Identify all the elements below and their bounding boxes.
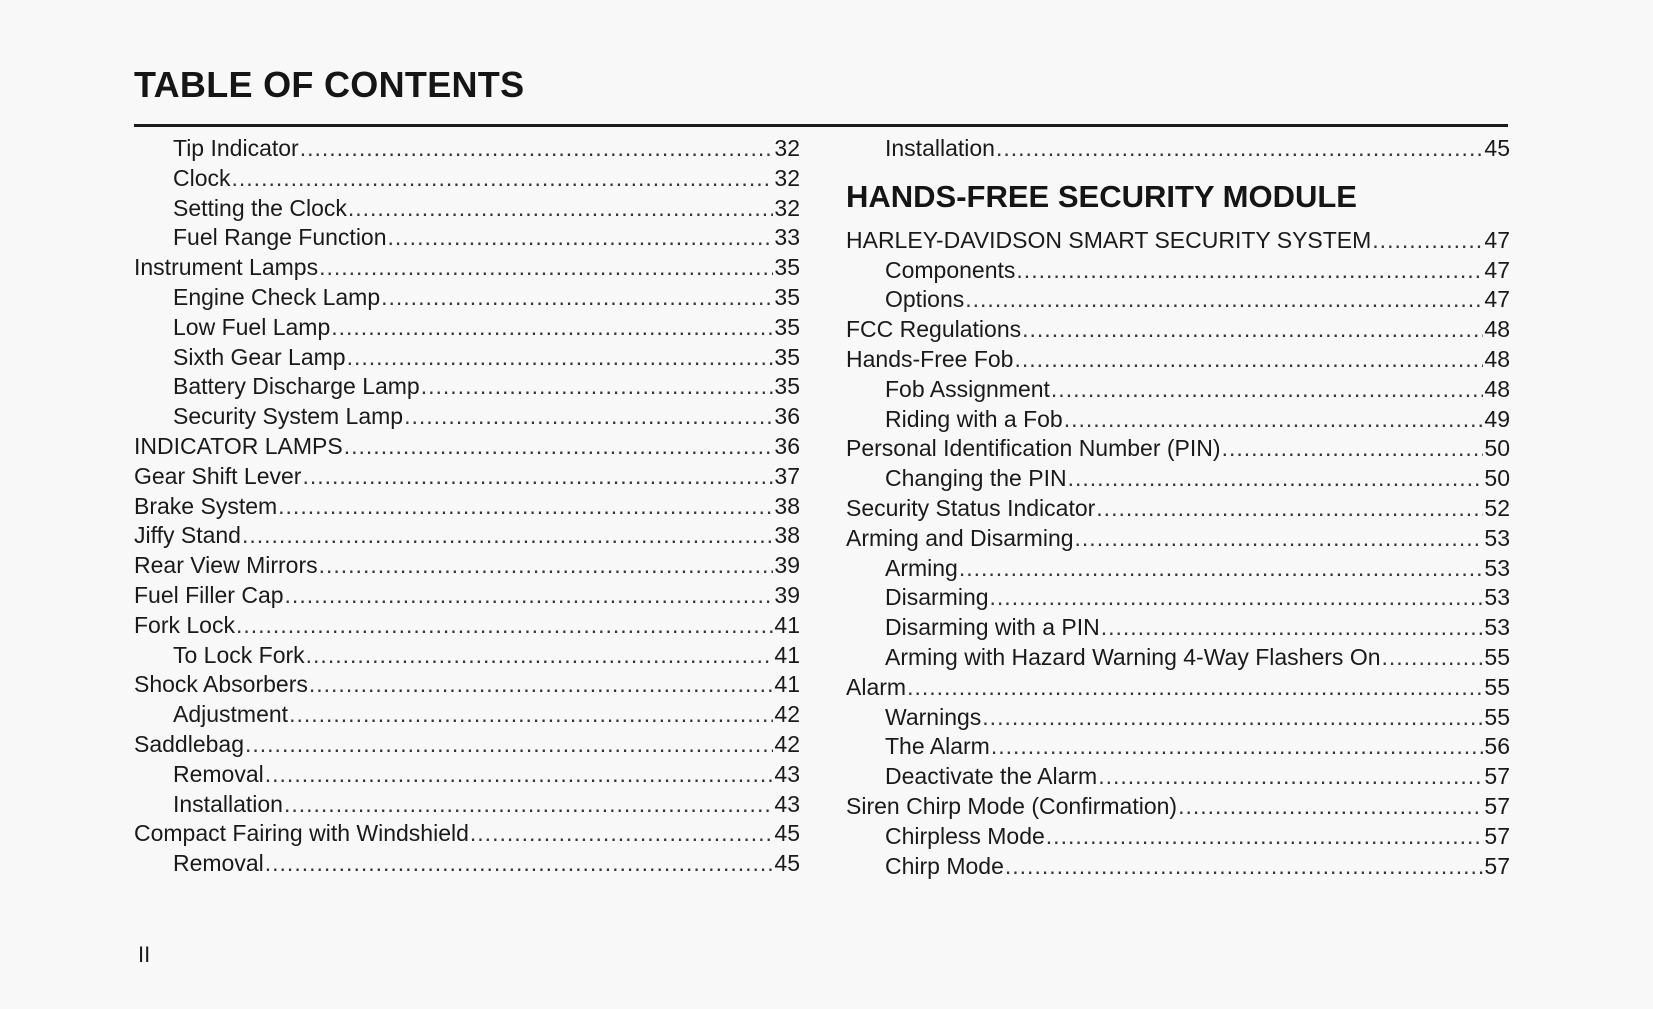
toc-entry-label: Brake System <box>134 492 278 519</box>
toc-entry-label: Fob Assignment <box>885 375 1050 402</box>
toc-entry-page-number: 47 <box>1484 226 1510 253</box>
dot-leader <box>907 673 1483 703</box>
toc-entry-page-number: 33 <box>774 224 800 251</box>
toc-entry-label: Removal <box>173 760 264 787</box>
toc-entry-page-number: 55 <box>1484 643 1510 670</box>
dot-leader <box>1016 256 1483 286</box>
toc-entry-label: Installation <box>885 135 995 161</box>
dot-leader <box>1068 464 1484 494</box>
toc-entry-page-number: 43 <box>774 790 800 817</box>
dot-leader <box>959 554 1484 584</box>
toc-entry[interactable] <box>846 852 1510 882</box>
toc-entry[interactable] <box>846 613 1510 643</box>
toc-entry-page-number: 50 <box>1484 465 1510 492</box>
toc-entry-page-number: 36 <box>774 403 800 430</box>
toc-entry-label: INDICATOR LAMPS <box>134 432 343 459</box>
toc-entry-page-number: 32 <box>774 194 800 221</box>
dot-leader <box>306 641 774 671</box>
toc-entry[interactable] <box>846 285 1510 315</box>
toc-entry[interactable] <box>134 432 800 462</box>
dot-leader <box>284 790 773 820</box>
toc-entry-label: Engine Check Lamp <box>173 283 381 310</box>
toc-entry-label: Setting the Clock <box>173 194 347 221</box>
dot-leader <box>302 462 773 492</box>
toc-entry-label: Installation <box>173 790 283 817</box>
dot-leader <box>278 492 773 522</box>
toc-entry-label: The Alarm <box>885 733 990 760</box>
toc-entry[interactable] <box>134 551 800 581</box>
toc-entry-page-number: 49 <box>1484 405 1510 432</box>
toc-entry-label: To Lock Fork <box>173 641 305 668</box>
dot-leader <box>344 432 774 462</box>
dot-leader <box>1178 792 1483 822</box>
toc-entry-label: Arming <box>885 554 958 581</box>
toc-entry-label: HARLEY-DAVIDSON SMART SECURITY SYSTEM <box>846 226 1372 253</box>
dot-leader <box>289 700 773 730</box>
dot-leader <box>236 611 773 641</box>
toc-entry-label: Warnings <box>885 703 982 730</box>
toc-entry-label: Removal <box>173 850 264 877</box>
toc-entry[interactable] <box>134 819 800 849</box>
toc-right-entries <box>846 226 1510 882</box>
toc-entry[interactable] <box>134 492 800 522</box>
toc-entry-page-number: 32 <box>774 164 800 191</box>
toc-entry[interactable] <box>846 762 1510 792</box>
toc-entry[interactable] <box>134 581 800 611</box>
toc-entry-label: Tip Indicator <box>173 135 299 161</box>
toc-entry-page-number: 41 <box>774 641 800 668</box>
dot-leader <box>347 343 774 373</box>
toc-entry[interactable] <box>846 256 1510 286</box>
toc-entry-page-number: 48 <box>1484 345 1510 372</box>
toc-entry-page-number: 39 <box>774 581 800 608</box>
dot-leader <box>1382 643 1484 673</box>
dot-leader <box>965 285 1483 315</box>
toc-entry[interactable] <box>134 521 800 551</box>
dot-leader <box>348 194 774 224</box>
toc-entry[interactable] <box>134 790 800 820</box>
dot-leader <box>1096 494 1483 524</box>
toc-entry-page-number: 53 <box>1484 554 1510 581</box>
toc-entry[interactable] <box>846 134 1510 164</box>
toc-entry-label: Riding with a Fob <box>885 405 1063 432</box>
dot-leader <box>982 703 1483 733</box>
toc-entry-label: Changing the PIN <box>885 465 1067 492</box>
toc-entry[interactable] <box>846 226 1510 256</box>
dot-leader <box>265 849 774 879</box>
section-heading-hands-free-security-module: HANDS-FREE SECURITY MODULE <box>846 178 1357 214</box>
toc-entry-label: Disarming with a PIN <box>885 614 1100 641</box>
toc-entry-page-number: 52 <box>1484 494 1510 521</box>
dot-leader <box>404 402 773 432</box>
toc-entry[interactable] <box>846 643 1510 673</box>
page-number: II <box>138 942 151 967</box>
toc-entry[interactable] <box>846 375 1510 405</box>
dot-leader <box>996 134 1483 164</box>
dot-leader <box>319 551 774 581</box>
toc-entry-page-number: 42 <box>774 701 800 728</box>
toc-entry-page-number: 42 <box>774 730 800 757</box>
toc-entry[interactable] <box>846 434 1510 464</box>
toc-entry-page-number: 53 <box>1484 614 1510 641</box>
toc-entry-page-number: 41 <box>774 611 800 638</box>
toc-entry-label: Deactivate the Alarm <box>885 763 1098 790</box>
toc-entry-label: Adjustment <box>173 701 289 728</box>
dot-leader <box>1014 345 1483 375</box>
toc-entry-label: Siren Chirp Mode (Confirmation) <box>846 792 1178 819</box>
toc-entry-page-number: 37 <box>774 462 800 489</box>
dot-leader <box>242 521 773 551</box>
toc-entry-page-number: 57 <box>1484 792 1510 819</box>
toc-entry-label: Personal Identification Number (PIN) <box>846 435 1221 462</box>
toc-entry-page-number: 57 <box>1484 763 1510 790</box>
toc-entry-label: Jiffy Stand <box>134 522 241 549</box>
dot-leader <box>991 732 1484 762</box>
dot-leader <box>1051 375 1483 405</box>
dot-leader <box>470 819 774 849</box>
toc-right-top-entries <box>846 134 1510 164</box>
toc-entry[interactable] <box>846 703 1510 733</box>
toc-entry[interactable] <box>134 223 800 253</box>
toc-entry-label: Chirp Mode <box>885 852 1004 879</box>
toc-entry-page-number: 48 <box>1484 375 1510 402</box>
toc-entry-page-number: 48 <box>1484 316 1510 343</box>
toc-entry[interactable] <box>134 849 800 879</box>
toc-entry[interactable] <box>134 641 800 671</box>
dot-leader <box>309 670 774 700</box>
toc-entry[interactable] <box>134 134 800 164</box>
dot-leader <box>300 134 774 164</box>
page-title: TABLE OF CONTENTS <box>134 64 525 105</box>
toc-entry-label: Fuel Filler Cap <box>134 581 284 608</box>
toc-entry-page-number: 32 <box>774 135 800 161</box>
toc-entry-page-number: 35 <box>774 373 800 400</box>
toc-entry-page-number: 39 <box>774 552 800 579</box>
toc-entry[interactable] <box>134 700 800 730</box>
toc-entry[interactable] <box>134 372 800 402</box>
toc-entry-label: Battery Discharge Lamp <box>173 373 420 400</box>
toc-entry-label: Compact Fairing with Windshield <box>134 820 469 847</box>
dot-leader <box>265 760 774 790</box>
toc-entry-label: Options <box>885 286 965 313</box>
toc-entry-page-number: 53 <box>1484 584 1510 611</box>
toc-entry-page-number: 57 <box>1484 822 1510 849</box>
dot-leader <box>319 253 773 283</box>
dot-leader <box>1101 613 1484 643</box>
toc-left-column <box>134 134 800 879</box>
toc-entry-page-number: 35 <box>774 283 800 310</box>
toc-entry-page-number: 35 <box>774 254 800 281</box>
toc-entry-page-number: 55 <box>1484 703 1510 730</box>
toc-entry[interactable] <box>846 345 1510 375</box>
toc-right-column <box>846 134 1510 881</box>
toc-entry[interactable] <box>134 462 800 492</box>
toc-entry-label: Shock Absorbers <box>134 671 308 698</box>
dot-leader <box>388 223 774 253</box>
dot-leader <box>1005 852 1484 882</box>
toc-entry-page-number: 43 <box>774 760 800 787</box>
toc-entry-page-number: 41 <box>774 671 800 698</box>
toc-entry[interactable] <box>846 405 1510 435</box>
toc-entry[interactable] <box>134 760 800 790</box>
toc-entry-page-number: 35 <box>774 313 800 340</box>
toc-entry-page-number: 53 <box>1484 524 1510 551</box>
dot-leader <box>245 730 773 760</box>
toc-entry-page-number: 47 <box>1484 256 1510 283</box>
dot-leader <box>1064 405 1484 435</box>
toc-entry[interactable] <box>134 611 800 641</box>
dot-leader <box>1022 315 1483 345</box>
dot-leader <box>1046 822 1484 852</box>
dot-leader <box>990 583 1484 613</box>
toc-entry-label: Clock <box>173 164 231 191</box>
toc-entry-page-number: 38 <box>774 492 800 519</box>
toc-entry-label: Arming with Hazard Warning 4-Way Flashers On <box>885 643 1381 670</box>
toc-entry-page-number: 45 <box>1484 135 1510 161</box>
toc-entry[interactable] <box>134 164 800 194</box>
dot-leader <box>1098 762 1483 792</box>
dot-leader <box>331 313 773 343</box>
toc-entry[interactable] <box>846 524 1510 554</box>
toc-entry[interactable] <box>134 313 800 343</box>
toc-entry-label: Disarming <box>885 584 989 611</box>
toc-entry[interactable] <box>846 554 1510 584</box>
toc-entry[interactable] <box>134 253 800 283</box>
toc-entry[interactable] <box>846 732 1510 762</box>
toc-entry[interactable] <box>846 315 1510 345</box>
toc-entry-label: Rear View Mirrors <box>134 552 318 579</box>
toc-entry[interactable] <box>134 343 800 373</box>
toc-entry-label: Fork Lock <box>134 611 235 638</box>
dot-leader <box>285 581 774 611</box>
toc-entry-page-number: 36 <box>774 432 800 459</box>
dot-leader <box>1222 434 1484 464</box>
toc-entry[interactable] <box>846 464 1510 494</box>
dot-leader <box>381 283 773 313</box>
toc-entry[interactable] <box>134 730 800 760</box>
toc-entry-page-number: 50 <box>1484 435 1510 462</box>
toc-entry[interactable] <box>134 670 800 700</box>
toc-entry-label: Instrument Lamps <box>134 254 319 281</box>
dot-leader <box>1372 226 1483 256</box>
toc-entry-label: Components <box>885 256 1016 283</box>
dot-leader <box>232 164 774 194</box>
toc-entry-page-number: 45 <box>774 820 800 847</box>
toc-entry-label: Fuel Range Function <box>173 224 387 251</box>
toc-entry[interactable] <box>134 402 800 432</box>
toc-entry-page-number: 55 <box>1484 673 1510 700</box>
toc-entry-page-number: 47 <box>1484 286 1510 313</box>
toc-entry-label: FCC Regulations <box>846 316 1022 343</box>
toc-entry[interactable] <box>846 673 1510 703</box>
toc-entry-label: Saddlebag <box>134 730 244 757</box>
toc-entry-label: Security Status Indicator <box>846 494 1096 521</box>
toc-entry-label: Hands-Free Fob <box>846 345 1014 372</box>
dot-leader <box>1075 524 1484 554</box>
toc-entry-label: Gear Shift Lever <box>134 462 302 489</box>
dot-leader <box>421 372 774 402</box>
toc-entry[interactable] <box>846 494 1510 524</box>
toc-entry-page-number: 56 <box>1484 733 1510 760</box>
toc-entry[interactable] <box>846 583 1510 613</box>
toc-entry[interactable] <box>134 194 800 224</box>
toc-entry-page-number: 38 <box>774 522 800 549</box>
toc-entry-label: Security System Lamp <box>173 403 404 430</box>
toc-entry[interactable] <box>846 822 1510 852</box>
toc-entry[interactable] <box>846 792 1510 822</box>
toc-entry-page-number: 57 <box>1484 852 1510 879</box>
toc-entry-page-number: 35 <box>774 343 800 370</box>
toc-entry-label: Chirpless Mode <box>885 822 1045 849</box>
toc-entry-label: Sixth Gear Lamp <box>173 343 346 370</box>
toc-entry[interactable] <box>134 283 800 313</box>
toc-entry-label: Low Fuel Lamp <box>173 313 331 340</box>
toc-entry-label: Alarm <box>846 673 907 700</box>
toc-entry-label: Arming and Disarming <box>846 524 1074 551</box>
title-divider <box>134 124 1508 127</box>
toc-entry-page-number: 45 <box>774 850 800 877</box>
